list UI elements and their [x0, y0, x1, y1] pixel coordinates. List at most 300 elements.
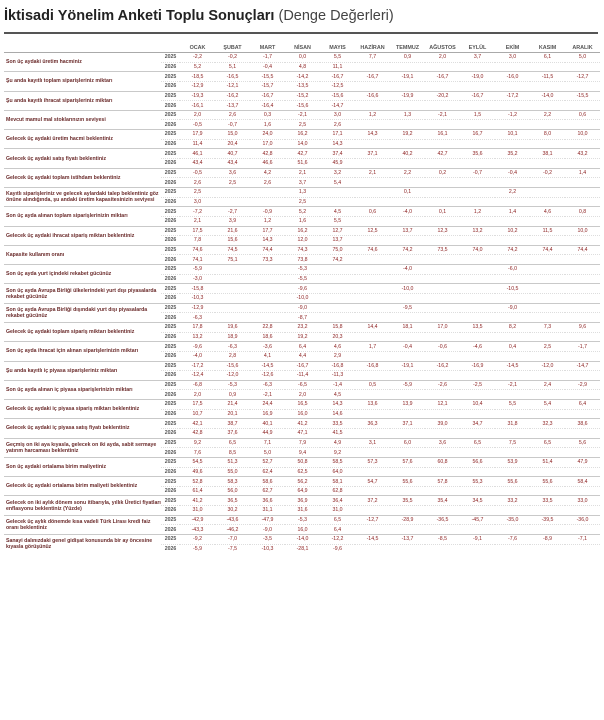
value-cell: 21,6	[215, 226, 250, 236]
value-cell	[390, 178, 425, 188]
year-cell: 2025	[161, 91, 180, 101]
value-cell	[565, 274, 600, 284]
year-cell: 2026	[161, 448, 180, 458]
value-cell	[320, 313, 355, 323]
value-cell: 35,6	[460, 149, 495, 159]
value-cell: 1,4	[495, 207, 530, 217]
value-cell	[460, 284, 495, 294]
value-cell	[565, 197, 600, 207]
year-cell: 2025	[161, 419, 180, 429]
value-cell: -13,5	[285, 81, 320, 91]
value-cell: 11,1	[320, 62, 355, 72]
value-cell: 32,3	[530, 419, 565, 429]
year-cell: 2025	[161, 477, 180, 487]
value-cell	[425, 428, 460, 438]
table-row	[4, 149, 600, 159]
year-cell: 2026	[161, 409, 180, 419]
value-cell	[390, 371, 425, 381]
value-cell	[565, 187, 600, 197]
year-cell: 2025	[161, 265, 180, 275]
value-cell: -8,5	[425, 535, 460, 545]
value-cell: 1,2	[460, 207, 495, 217]
value-cell: -43,3	[180, 525, 215, 535]
value-cell	[250, 313, 285, 323]
value-cell	[355, 265, 390, 275]
value-cell: 12,7	[320, 226, 355, 236]
value-cell: 6,5	[215, 438, 250, 448]
value-cell: 74,6	[180, 245, 215, 255]
value-cell	[530, 284, 565, 294]
value-cell	[425, 303, 460, 313]
value-cell: -6,5	[285, 380, 320, 390]
year-cell: 2025	[161, 149, 180, 159]
year-cell: 2026	[161, 139, 180, 149]
value-cell: 55,6	[390, 477, 425, 487]
value-cell: 6,4	[565, 400, 600, 410]
value-cell	[250, 197, 285, 207]
value-cell: 2,1	[355, 168, 390, 178]
value-cell	[425, 159, 460, 169]
value-cell: 2,0	[180, 390, 215, 400]
value-cell: 40,7	[215, 149, 250, 159]
value-cell: 9,4	[285, 448, 320, 458]
value-cell	[320, 187, 355, 197]
value-cell: 6,0	[390, 438, 425, 448]
header-month: EKİM	[495, 43, 530, 53]
value-cell	[530, 178, 565, 188]
indicator-label: Şu anda kayıtlı ihracat siparişleriniz miktarı	[4, 91, 161, 110]
table-row	[4, 226, 600, 236]
year-cell: 2026	[161, 390, 180, 400]
value-cell: -6,3	[215, 342, 250, 352]
indicator-label: Şu anda kayıtlı toplam siparişleriniz miktarı	[4, 72, 161, 91]
value-cell	[425, 178, 460, 188]
value-cell: 12,0	[285, 236, 320, 246]
value-cell: 53,9	[495, 457, 530, 467]
table-row	[4, 130, 600, 140]
value-cell	[390, 544, 425, 553]
value-cell: 37,6	[215, 428, 250, 438]
year-cell: 2026	[161, 101, 180, 111]
value-cell: 47,1	[285, 428, 320, 438]
indicator-label: Kayıtlı siparişleriniz ve gelecek aylardaki talep beklentiniz göz önüne alındığında, şu andaki üretim kapasitesinizin seviyesi	[4, 187, 161, 206]
value-cell: 61,4	[180, 486, 215, 496]
value-cell: 40,2	[390, 149, 425, 159]
indicator-label: Son üç aydaki ortalama birim maliyetiniz	[4, 457, 161, 476]
value-cell: 5,2	[180, 62, 215, 72]
value-cell	[250, 284, 285, 294]
value-cell: 7,1	[250, 438, 285, 448]
value-cell	[460, 525, 495, 535]
value-cell: -35,0	[495, 515, 530, 525]
value-cell	[565, 313, 600, 323]
table-row	[4, 72, 600, 82]
value-cell: 74,1	[180, 255, 215, 265]
value-cell	[355, 332, 390, 342]
value-cell: -14,5	[355, 535, 390, 545]
value-cell: -19,0	[460, 72, 495, 82]
value-cell: 50,8	[285, 457, 320, 467]
value-cell: 41,5	[320, 428, 355, 438]
value-cell	[355, 81, 390, 91]
header-blank	[4, 43, 161, 53]
value-cell: -5,3	[285, 265, 320, 275]
value-cell: 1,7	[355, 342, 390, 352]
value-cell: 9,6	[565, 322, 600, 332]
value-cell	[355, 371, 390, 381]
value-cell	[530, 332, 565, 342]
value-cell: 2,5	[530, 342, 565, 352]
value-cell: -11,4	[285, 371, 320, 381]
indicator-label: Son üç ayda alınan iç piyasa siparişlerinizin miktarı	[4, 380, 161, 399]
value-cell: 6,5	[530, 438, 565, 448]
value-cell: 74,6	[355, 245, 390, 255]
value-cell: -17,2	[495, 91, 530, 101]
value-cell: -7,5	[215, 544, 250, 553]
value-cell: 17,7	[250, 226, 285, 236]
value-cell: 14,0	[285, 139, 320, 149]
value-cell: 31,0	[180, 506, 215, 516]
value-cell: 37,1	[355, 149, 390, 159]
value-cell: 7,8	[180, 236, 215, 246]
indicator-label: Gelecek üç aydaki toplam sipariş miktarı beklentiniz	[4, 322, 161, 341]
value-cell: -10,0	[390, 284, 425, 294]
year-cell: 2026	[161, 332, 180, 342]
value-cell: 2,2	[495, 187, 530, 197]
value-cell: 34,5	[460, 496, 495, 506]
value-cell: 13,2	[180, 332, 215, 342]
value-cell: -17,2	[180, 361, 215, 371]
value-cell	[530, 409, 565, 419]
value-cell: 54,5	[180, 457, 215, 467]
header-month: NİSAN	[285, 43, 320, 53]
value-cell: 16,2	[285, 226, 320, 236]
value-cell: -43,6	[215, 515, 250, 525]
value-cell	[565, 409, 600, 419]
header-year-blank	[161, 43, 180, 53]
value-cell: -19,3	[180, 91, 215, 101]
value-cell: -10,3	[250, 544, 285, 553]
value-cell: -9,0	[495, 303, 530, 313]
value-cell: 1,2	[355, 110, 390, 120]
value-cell	[355, 525, 390, 535]
value-cell: -3,6	[250, 342, 285, 352]
value-cell	[495, 409, 530, 419]
table-row	[4, 265, 600, 275]
value-cell: -46,2	[215, 525, 250, 535]
year-cell: 2026	[161, 216, 180, 226]
value-cell: 6,5	[460, 438, 495, 448]
value-cell: -16,4	[250, 101, 285, 111]
value-cell	[215, 197, 250, 207]
value-cell: -16,6	[355, 91, 390, 101]
value-cell: 0,2	[425, 168, 460, 178]
value-cell	[530, 187, 565, 197]
value-cell	[530, 390, 565, 400]
value-cell	[495, 313, 530, 323]
value-cell: 2,2	[530, 110, 565, 120]
table-row	[4, 207, 600, 217]
year-cell: 2026	[161, 294, 180, 304]
year-cell: 2025	[161, 496, 180, 506]
value-cell	[390, 139, 425, 149]
year-cell: 2026	[161, 197, 180, 207]
value-cell: 15,8	[320, 322, 355, 332]
value-cell: 73,3	[250, 255, 285, 265]
value-cell: 44,9	[250, 428, 285, 438]
table-row	[4, 168, 600, 178]
value-cell: -2,1	[250, 390, 285, 400]
value-cell: 57,3	[355, 457, 390, 467]
value-cell	[495, 62, 530, 72]
value-cell	[530, 265, 565, 275]
year-cell: 2026	[161, 371, 180, 381]
value-cell: 74,0	[460, 245, 495, 255]
value-cell: 5,1	[215, 62, 250, 72]
value-cell: 16,9	[250, 409, 285, 419]
value-cell	[530, 216, 565, 226]
value-cell: -16,7	[355, 72, 390, 82]
value-cell	[460, 101, 495, 111]
value-cell	[565, 159, 600, 169]
value-cell: -28,1	[285, 544, 320, 553]
value-cell	[425, 284, 460, 294]
value-cell: 36,5	[215, 496, 250, 506]
value-cell	[390, 197, 425, 207]
indicator-label: Kapasite kullanım oranı	[4, 245, 161, 264]
value-cell: -14,5	[495, 361, 530, 371]
value-cell	[425, 274, 460, 284]
value-cell: 73,8	[285, 255, 320, 265]
value-cell	[495, 159, 530, 169]
value-cell: 57,6	[390, 457, 425, 467]
value-cell: 1,6	[285, 216, 320, 226]
value-cell: -13,7	[390, 535, 425, 545]
value-cell	[460, 313, 495, 323]
value-cell	[355, 178, 390, 188]
value-cell: 74,4	[565, 245, 600, 255]
value-cell: 43,4	[180, 159, 215, 169]
value-cell	[495, 216, 530, 226]
value-cell: 10,0	[565, 226, 600, 236]
value-cell: 43,2	[565, 149, 600, 159]
value-cell: 4,5	[320, 390, 355, 400]
value-cell: 47,9	[565, 457, 600, 467]
value-cell: -15,6	[215, 361, 250, 371]
value-cell: -16,2	[215, 91, 250, 101]
value-cell: 14,3	[355, 130, 390, 140]
value-cell	[460, 197, 495, 207]
indicator-label: Son üç ayda yurt içindeki rekabet gücünüz	[4, 265, 161, 284]
indicator-label: Gelecek üç aylık dönemde kısa vadeli Türk Lirası kredi faiz oranı beklentiniz	[4, 515, 161, 534]
value-cell	[355, 236, 390, 246]
value-cell	[460, 294, 495, 304]
value-cell	[355, 448, 390, 458]
value-cell: 0,0	[285, 53, 320, 63]
value-cell: -12,1	[215, 81, 250, 91]
year-cell: 2026	[161, 81, 180, 91]
year-cell: 2026	[161, 486, 180, 496]
value-cell: 9,2	[180, 438, 215, 448]
value-cell: 58,5	[320, 457, 355, 467]
value-cell	[565, 332, 600, 342]
value-cell: -2,1	[495, 380, 530, 390]
table-row	[4, 535, 600, 545]
value-cell: 6,4	[285, 342, 320, 352]
value-cell: 0,1	[425, 207, 460, 217]
value-cell: -12,0	[530, 361, 565, 371]
value-cell	[530, 467, 565, 477]
value-cell	[460, 62, 495, 72]
value-cell: -14,5	[250, 361, 285, 371]
indicator-label: Son üç ayda Avrupa Birliği ülkelerindeki yurt dışı piyasalarda rekabet gücünüz	[4, 284, 161, 303]
value-cell	[425, 101, 460, 111]
value-cell	[460, 467, 495, 477]
value-cell: 42,7	[425, 149, 460, 159]
value-cell	[565, 303, 600, 313]
value-cell	[390, 486, 425, 496]
value-cell	[425, 216, 460, 226]
value-cell: -12,7	[565, 72, 600, 82]
value-cell: 14,3	[320, 400, 355, 410]
value-cell	[565, 506, 600, 516]
table-row	[4, 457, 600, 467]
value-cell: 2,6	[215, 110, 250, 120]
value-cell: 20,4	[215, 139, 250, 149]
value-cell	[355, 486, 390, 496]
value-cell	[390, 101, 425, 111]
value-cell: -19,1	[390, 361, 425, 371]
year-cell: 2026	[161, 236, 180, 246]
value-cell: -4,0	[180, 351, 215, 361]
value-cell: -9,2	[180, 535, 215, 545]
value-cell	[565, 371, 600, 381]
value-cell: 14,6	[320, 409, 355, 419]
value-cell: 31,0	[320, 506, 355, 516]
value-cell	[460, 332, 495, 342]
value-cell: 52,8	[180, 477, 215, 487]
value-cell	[565, 101, 600, 111]
value-cell: 13,6	[355, 400, 390, 410]
year-cell: 2025	[161, 438, 180, 448]
value-cell	[460, 390, 495, 400]
value-cell: -12,2	[320, 535, 355, 545]
value-cell	[495, 197, 530, 207]
value-cell: -39,5	[530, 515, 565, 525]
header-month: AĞUSTOS	[425, 43, 460, 53]
value-cell: -16,7	[250, 91, 285, 101]
value-cell: -0,7	[460, 168, 495, 178]
value-cell: 42,8	[250, 149, 285, 159]
header-month: MART	[250, 43, 285, 53]
value-cell: 3,0	[180, 197, 215, 207]
value-cell: 3,6	[215, 168, 250, 178]
value-cell	[530, 371, 565, 381]
value-cell	[460, 120, 495, 130]
value-cell: -14,0	[285, 535, 320, 545]
value-cell	[390, 351, 425, 361]
value-cell: 20,3	[320, 332, 355, 342]
value-cell	[215, 313, 250, 323]
table-row	[4, 342, 600, 352]
indicator-label: Geçmiş on iki aya kıyasla, gelecek on iki ayda, sabit sermaye yatırım harcaması beklentiniz	[4, 438, 161, 457]
year-cell: 2026	[161, 313, 180, 323]
value-cell: 0,8	[565, 207, 600, 217]
value-cell: -42,9	[180, 515, 215, 525]
value-cell: -1,7	[565, 342, 600, 352]
value-cell: -12,6	[250, 371, 285, 381]
value-cell	[250, 274, 285, 284]
value-cell: 5,4	[530, 400, 565, 410]
value-cell: 41,2	[285, 419, 320, 429]
value-cell: 74,5	[215, 245, 250, 255]
header-month: MAYIS	[320, 43, 355, 53]
value-cell: 5,2	[285, 207, 320, 217]
value-cell: 33,5	[530, 496, 565, 506]
value-cell: 30,2	[215, 506, 250, 516]
value-cell: 46,1	[180, 149, 215, 159]
value-cell: -16,1	[180, 101, 215, 111]
table-row	[4, 187, 600, 197]
value-cell: -16,8	[320, 361, 355, 371]
value-cell: 35,2	[495, 149, 530, 159]
value-cell	[530, 159, 565, 169]
indicator-label: Gelecek on iki aylık dönem sonu itibarıyla, yıllık Üretici fiyatları enflasyonu beklentiniz (Yüzde)	[4, 496, 161, 515]
value-cell: 5,0	[250, 448, 285, 458]
value-cell	[390, 62, 425, 72]
value-cell	[425, 187, 460, 197]
value-cell	[530, 120, 565, 130]
value-cell	[320, 284, 355, 294]
value-cell	[355, 390, 390, 400]
year-cell: 2025	[161, 400, 180, 410]
value-cell	[355, 120, 390, 130]
value-cell: 18,6	[250, 332, 285, 342]
value-cell: 3,2	[320, 168, 355, 178]
value-cell: 2,1	[285, 168, 320, 178]
value-cell	[320, 197, 355, 207]
indicator-label: Son üç ayda Avrupa Birliği dışındaki yurt dışı piyasalarda rekabet gücünüz	[4, 303, 161, 322]
value-cell	[565, 448, 600, 458]
value-cell	[425, 294, 460, 304]
value-cell	[530, 236, 565, 246]
value-cell: 38,6	[565, 419, 600, 429]
value-cell: -4,6	[460, 342, 495, 352]
value-cell: -8,7	[285, 313, 320, 323]
value-cell: 13,5	[460, 322, 495, 332]
value-cell: 1,4	[565, 168, 600, 178]
year-cell: 2026	[161, 351, 180, 361]
value-cell	[530, 486, 565, 496]
value-cell	[495, 506, 530, 516]
value-cell: -4,0	[390, 207, 425, 217]
header-month: ŞUBAT	[215, 43, 250, 53]
value-cell	[320, 294, 355, 304]
value-cell: -47,9	[250, 515, 285, 525]
value-cell: 5,5	[320, 216, 355, 226]
indicator-label: Mevcut mamul mal stoklarınızın seviyesi	[4, 110, 161, 129]
value-cell	[495, 332, 530, 342]
value-cell: 7,9	[285, 438, 320, 448]
value-cell	[355, 409, 390, 419]
value-cell	[530, 506, 565, 516]
value-cell: 4,4	[285, 351, 320, 361]
value-cell	[460, 255, 495, 265]
value-cell	[390, 255, 425, 265]
value-cell: 2,1	[180, 216, 215, 226]
value-cell: 3,7	[460, 53, 495, 63]
value-cell	[530, 525, 565, 535]
